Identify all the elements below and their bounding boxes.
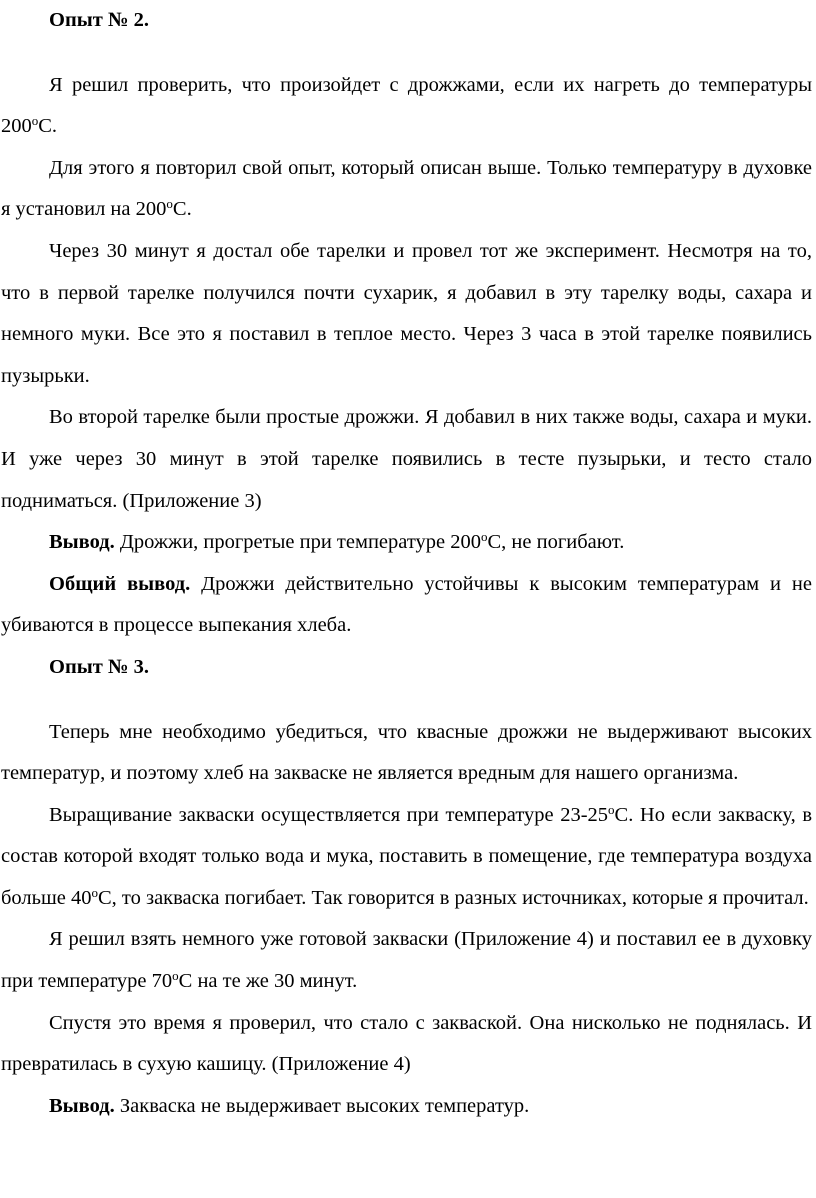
experiment-3-paragraph-3: Я решил взять немного уже готовой закваски (Приложение 4) и поставил ее в духовку при температуре $70^оС$ на те же 30 минут.: [1, 928, 812, 993]
experiment-3-paragraph-4: Спустя это время я проверил, что стало с закваской. Она нисколько не поднялась. И превратилась в сухую кашицу. (Приложение 4): [1, 1011, 812, 1076]
experiment-2-paragraph-3: Через 30 минут я достал обе тарелки и провел тот же эксперимент. Несмотря на то, что в первой тарелке получился почти сухарик, я добавил в эту тарелку воды, сахара и немного муки. Все это я поставил в теплое место. Через 3 часа в этой тарелке появились пузырьки.: [1, 239, 812, 387]
experiment-3-paragraph-1: Теперь мне необходимо убедиться, что квасные дрожжи не выдерживают высоких температур, и поэтому хлеб на закваске не является вредным для нашего организма.: [1, 720, 812, 785]
experiment-3-paragraph-2: Выращивание закваски осуществляется при температуре $23-25^оС$. Но если закваску, в состав которой входят только вода и мука, поставить в помещение, где температура воздуха больше $40^оС$, то закваска погибает. Так говорится в разных источниках, которые я прочитал.: [1, 801, 813, 909]
experiment-3-heading: Опыт № 3.: [49, 655, 150, 678]
general-conclusion-label: Общий вывод.: [49, 572, 191, 595]
experiment-3-conclusion: Вывод. Закваска не выдерживает высоких температур.: [49, 1094, 530, 1117]
experiment-2-paragraph-1: Я решил проверить, что произойдет с дрожжами, если их нагреть до температуры $200^оС$.: [1, 73, 812, 138]
general-conclusion: Общий вывод. Дрожжи действительно устойчивы к высоким температурам и не убиваются в процессе выпекания хлеба.: [1, 572, 812, 637]
conclusion-label: Вывод.: [49, 531, 115, 554]
experiment-2-heading: Опыт № 2.: [49, 9, 150, 31]
experiment-2-conclusion: Вывод. Дрожжи, прогретые при температуре $200^оС$, не погибают.: [49, 529, 625, 554]
experiment-2-paragraph-2: Для этого я повторил свой опыт, который описан выше. Только температуру в духовке я установил на $200^оС$.: [1, 156, 812, 221]
experiment-2-paragraph-4: Во второй тарелке были простые дрожжи. Я добавил в них также воды, сахара и муки. И уже через 30 минут в этой тарелке появились в тесте пузырьки, и тесто стало подниматься. (Приложение 3): [1, 406, 812, 512]
conclusion-label: Вывод.: [49, 1094, 115, 1117]
